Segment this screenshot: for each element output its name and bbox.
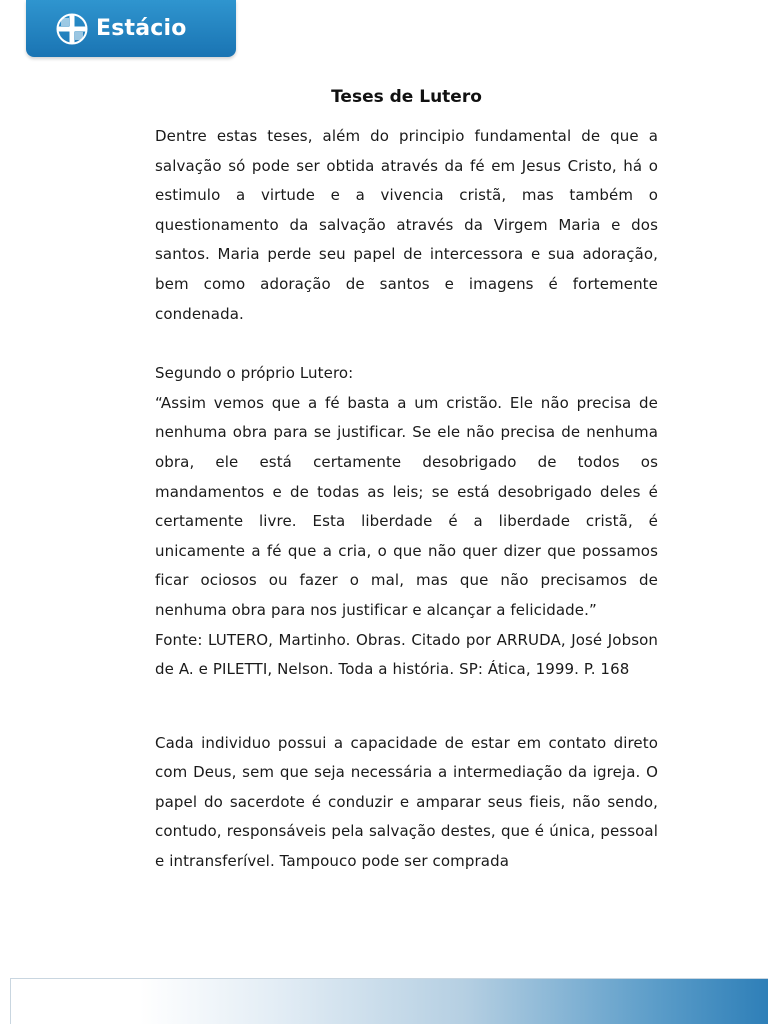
estacio-cross-icon: [56, 13, 88, 45]
header-logo-tab: [26, 0, 236, 57]
document-title: Teses de Lutero: [331, 87, 482, 107]
paragraph-quote-intro: Segundo o próprio Lutero:: [155, 364, 354, 383]
paragraph-teses-intro: Dentre estas teses, além do principio fundamental de que a salvação só pode ser obtida através da fé em Jesus Cristo, há o estimulo a virtude e a vivencia cristã, mas também o questionamento da salvação através da Virgem Maria e dos santos. Maria perde seu papel de intercessora e sua adoração, bem como adoração de santos e imagens é fortemente condenada.: [155, 127, 658, 323]
spacer: [155, 685, 658, 729]
footer-gradient-bar: [10, 978, 768, 1024]
paragraph-lutero-quote: “Assim vemos que a fé basta a um cristão. Ele não precisa de nenhuma obra para se justificar. Se ele não precisa de nenhuma obra, ele está certamente desobrigado de todos os mandamentos e de todas as leis; se está desobrigado deles é certamente livre. Esta liberdade é a liberdade cristã, é unicamente a fé que a cria, o que não quer dizer que possamos ficar ociosos ou fazer o mal, mas que não precisamos de nenhuma obra para nos justificar e alcançar a felicidade.”: [155, 393, 658, 619]
spacer: [155, 329, 658, 359]
logo-wordmark: Estácio: [96, 16, 187, 41]
paragraph-source-citation: Fonte: LUTERO, Martinho. Obras. Citado por ARRUDA, José Jobson de A. e PILETTI, Nelson. Toda a história. SP: Ática, 1999. P. 168: [155, 630, 658, 679]
document-body: [155, 80, 658, 877]
paragraph-individual-contact: Cada individuo possui a capacidade de estar em contato direto com Deus, sem que seja necessária a intermediação da igreja. O papel do sacerdote é conduzir e amparar seus fieis, não sendo, contudo, responsáveis pela salvação destes, que é única, pessoal e intransferível. Tampouco pode ser comprada: [155, 733, 658, 871]
